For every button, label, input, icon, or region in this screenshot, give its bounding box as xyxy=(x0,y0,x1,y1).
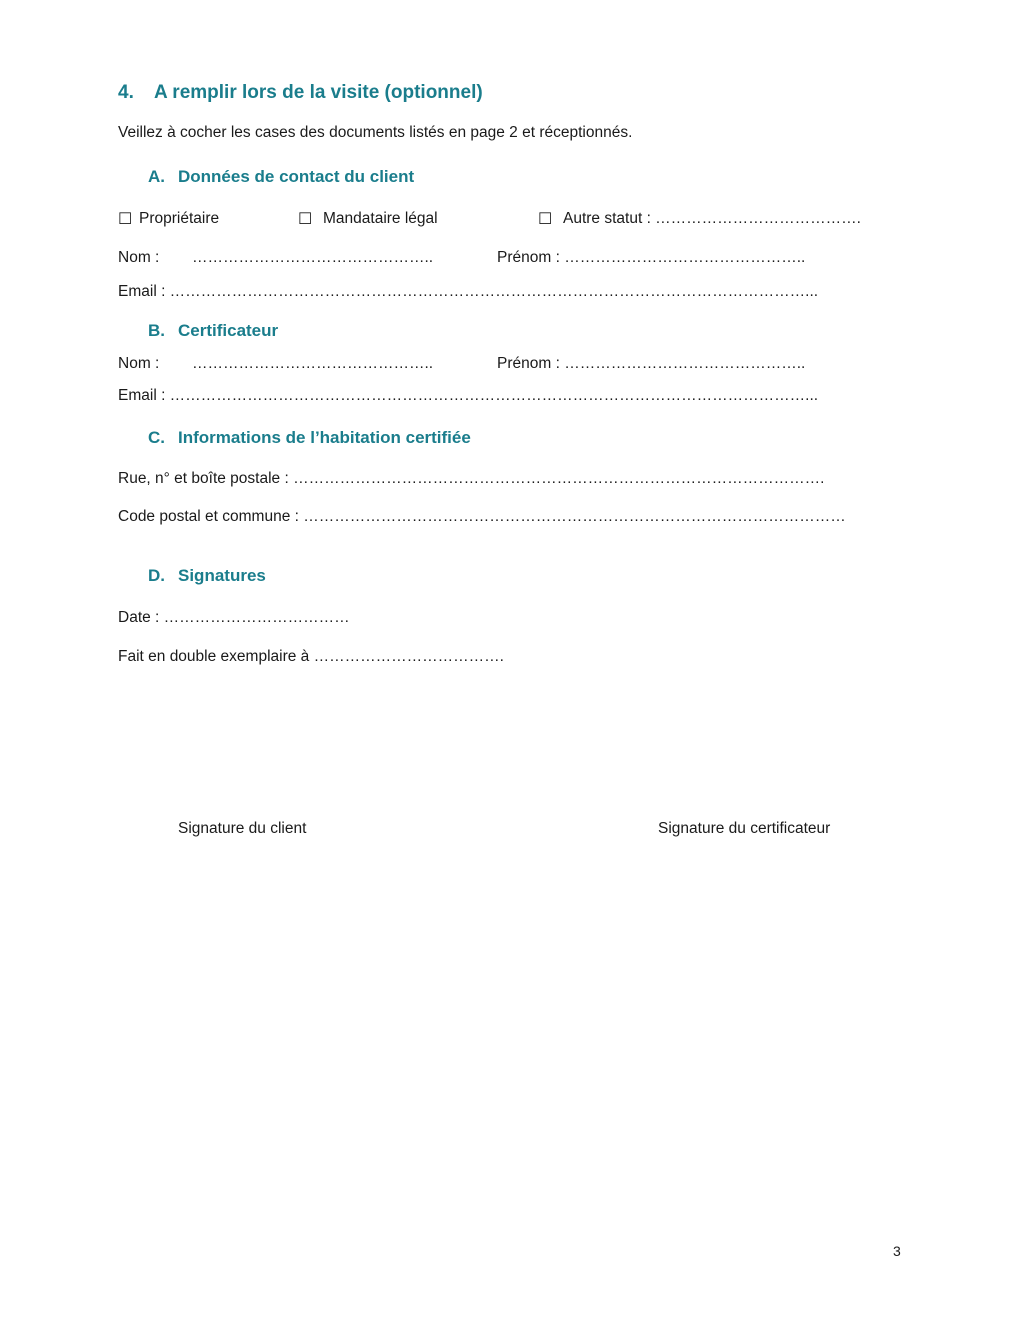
subsection-d-letter: D. xyxy=(148,566,165,585)
checkbox-proprietaire[interactable]: ☐ xyxy=(118,211,133,228)
page-number: 3 xyxy=(893,1243,901,1259)
certificateur-email-field[interactable]: Email : ……………………………………………………………………………………………………………... xyxy=(118,387,819,404)
subsection-a-letter: A. xyxy=(148,167,165,186)
subsection-d-title: Signatures xyxy=(178,566,266,585)
subsection-a-title: Données de contact du client xyxy=(178,167,415,186)
checkbox-mandataire[interactable]: ☐ xyxy=(298,211,313,228)
subsection-b-title: Certificateur xyxy=(178,321,279,340)
lieu-field[interactable]: Fait en double exemplaire à ………………………………. xyxy=(118,648,504,665)
client-nom-field[interactable]: ……………………………………….. xyxy=(192,249,434,266)
checkbox-proprietaire-label: Propriétaire xyxy=(139,210,220,227)
subsection-c-title: Informations de l’habitation certifiée xyxy=(178,428,471,447)
signature-client-label: Signature du client xyxy=(178,820,307,837)
date-field[interactable]: Date : ……………………………… xyxy=(118,609,350,626)
certificateur-prenom-field[interactable]: Prénom : ……………………………………….. xyxy=(497,355,806,372)
rue-field[interactable]: Rue, n° et boîte postale : …………………………………………………………………………………………. xyxy=(118,470,825,487)
certificateur-nom-field[interactable]: ……………………………………….. xyxy=(192,355,434,372)
checkbox-autre-statut[interactable]: ☐ xyxy=(538,211,553,228)
section-title: A remplir lors de la visite (optionnel) xyxy=(154,82,483,103)
checkbox-autre-statut-label: Autre statut : …………………………………. xyxy=(563,210,861,227)
section-intro: Veillez à cocher les cases des documents listés en page 2 et réceptionnés. xyxy=(118,124,633,141)
signature-certificateur-label: Signature du certificateur xyxy=(658,820,831,837)
section-number: 4. xyxy=(118,82,134,103)
subsection-c-letter: C. xyxy=(148,428,165,447)
subsection-b-letter: B. xyxy=(148,321,165,340)
certificateur-nom-label: Nom : xyxy=(118,355,160,372)
client-nom-label: Nom : xyxy=(118,249,160,266)
code-postal-field[interactable]: Code postal et commune : …………………………………………………………………………………………… xyxy=(118,508,846,525)
client-email-field[interactable]: Email : ……………………………………………………………………………………………………………... xyxy=(118,283,819,300)
checkbox-mandataire-label: Mandataire légal xyxy=(323,210,438,227)
client-prenom-field[interactable]: Prénom : ……………………………………….. xyxy=(497,249,806,266)
